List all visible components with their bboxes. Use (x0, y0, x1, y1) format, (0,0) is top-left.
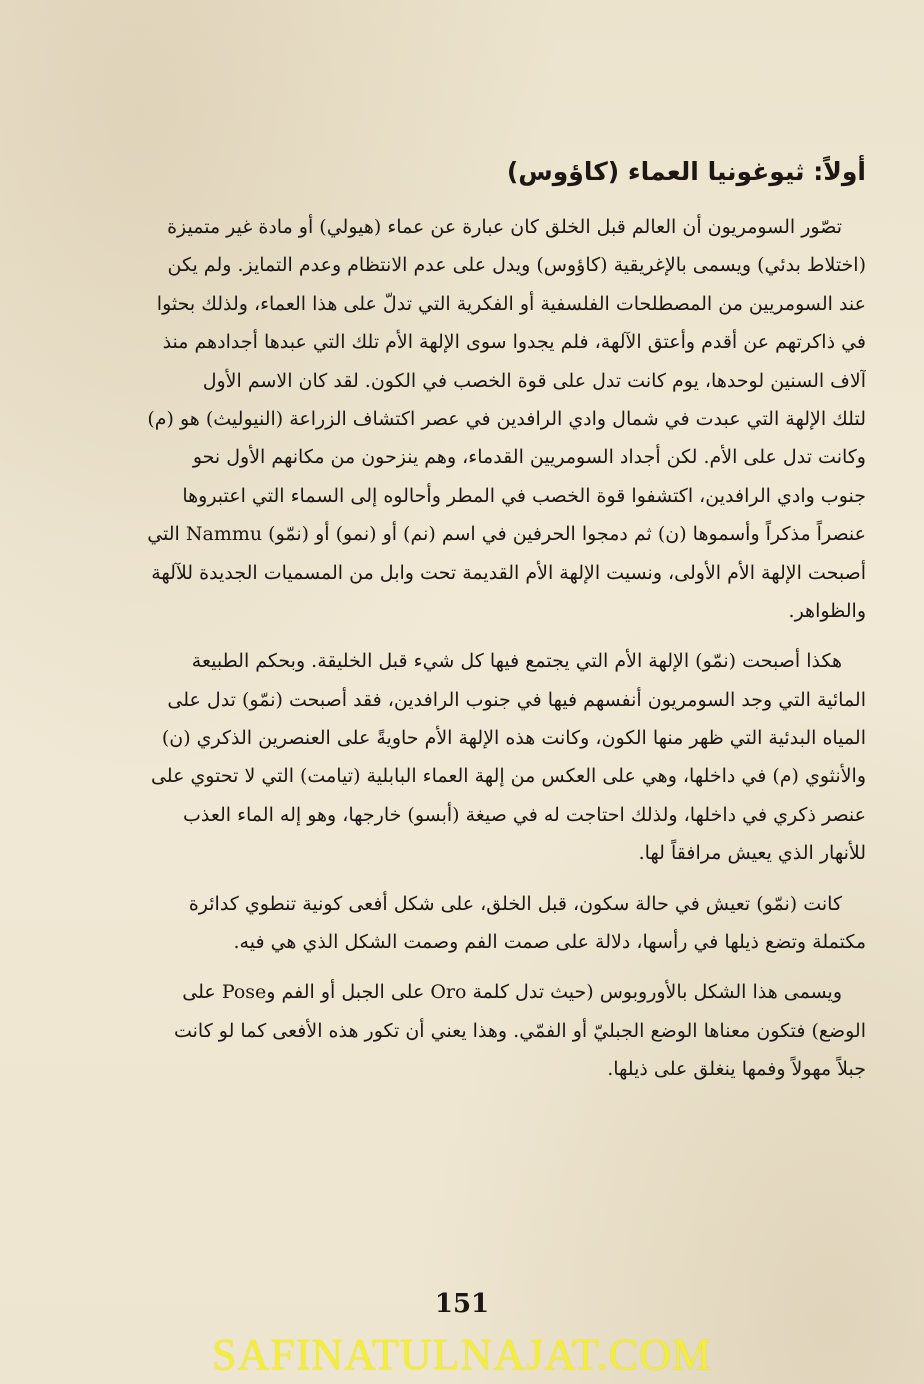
text-line: وكانت تدل على الأم. لكن أجداد السومريين القدماء، وهم ينزحون من مكانهم الأول نحو (192, 446, 866, 469)
text-line: المائية التي وجد السومريون أنفسهم فيها في جنوب الرافدين، فقد أصبحت (نمّو) تدل على (167, 688, 866, 711)
text-line: آلاف السنين لوحدها، يوم كانت تدل على قوة الخصب في الكون. لقد كان الاسم الأول (202, 369, 866, 392)
section-heading: أولاً: ثيوغونيا العماء (كاؤوس) (506, 157, 866, 186)
text-line: هكذا أصبحت (نمّو) الإلهة الأم التي يجتمع فيها كل شيء قبل الخليقة. وبحكم الطبيعة (191, 650, 842, 673)
text-line: في ذاكرتهم عن أقدم وأعتق الآلهة، فلم يجدوا سوى الإلهة الأم تلك التي عبدها أجدادهم منذ (162, 331, 866, 354)
paragraph-2 (58, 642, 866, 872)
text-line: للأنهار الذي يعيش مرافقاً لها. (638, 842, 866, 865)
text-line: عنصر ذكري في داخلها، ولذلك احتاجت له في صيغة (أبسو) خارجها، وهو إله الماء العذب (182, 803, 866, 826)
paragraph-1 (58, 208, 866, 630)
text-line: والأنثوي (م) في داخلها، وهي على العكس من إلهة العماء البابلية (تيامت) التي لا تحتوي على (150, 765, 866, 788)
text-line: ويسمى هذا الشكل بالأوروبوس (حيث تدل كلمة Oro على الجبل أو الفم وPose على (182, 981, 842, 1004)
text-line: عند السومريين من المصطلحات الفلسفية أو الفكرية التي تدلّ على هذا العماء، ولذلك بحثوا (156, 292, 866, 315)
text-line: جنوب وادي الرافدين، اكتشفوا قوة الخصب في المطر وأحالوه إلى السماء التي اعتبروها (182, 484, 866, 507)
text-line: والظواهر. (788, 599, 866, 622)
page-number: 151 (434, 1289, 490, 1319)
text-line: لتلك الإلهة التي عبدت في شمال وادي الرافدين في عصر اكتشاف الزراعة (النيوليث) هو (م) (147, 407, 866, 430)
text-line: عنصراً مذكراً وأسموها (ن) ثم دمجوا الحرفين في اسم (نم) أو (نمو) أو (نمّو) Nammu التي (147, 523, 866, 546)
text-line: (اختلاط بدئي) ويسمى بالإغريقية (كاؤوس) ويدل على عدم الانتظام وعدم التمايز. ولم يكن (167, 254, 866, 277)
paragraph-4 (58, 973, 866, 1088)
text-line: جبلاً مهولاً وفمها ينغلق على ذيلها. (607, 1058, 866, 1081)
watermark: SAFINATULNAJAT.COM (211, 1330, 712, 1379)
text-line: الوضع) فتكون معناها الوضع الجبليّ أو الفمّي. وهذا يعني أن تكور هذه الأفعى كما لو كانت (173, 1019, 866, 1042)
text-line: المياه البدئية التي ظهر منها الكون، وكانت هذه الإلهة الأم حاويةً على العنصرين الذكري (ن) (161, 727, 866, 750)
text-line: مكتملة وتضع ذيلها في رأسها، دلالة على صمت الفم وصمت الشكل الذي هي فيه. (233, 931, 866, 954)
text-line: أصبحت الإلهة الأم الأولى، ونسيت الإلهة الأم القديمة تحت وابل من المسميات الجديدة للآلهة (151, 561, 866, 584)
body-text (58, 208, 866, 1101)
paragraph-3 (58, 885, 866, 962)
text-line: تصّور السومريون أن العالم قبل الخلق كان عبارة عن عماء (هيولي) أو مادة غير متميزة (167, 216, 842, 238)
text-line: كانت (نمّو) تعيش في حالة سكون، قبل الخلق، على شكل أفعى كونية تنطوي كدائرة (188, 892, 842, 915)
